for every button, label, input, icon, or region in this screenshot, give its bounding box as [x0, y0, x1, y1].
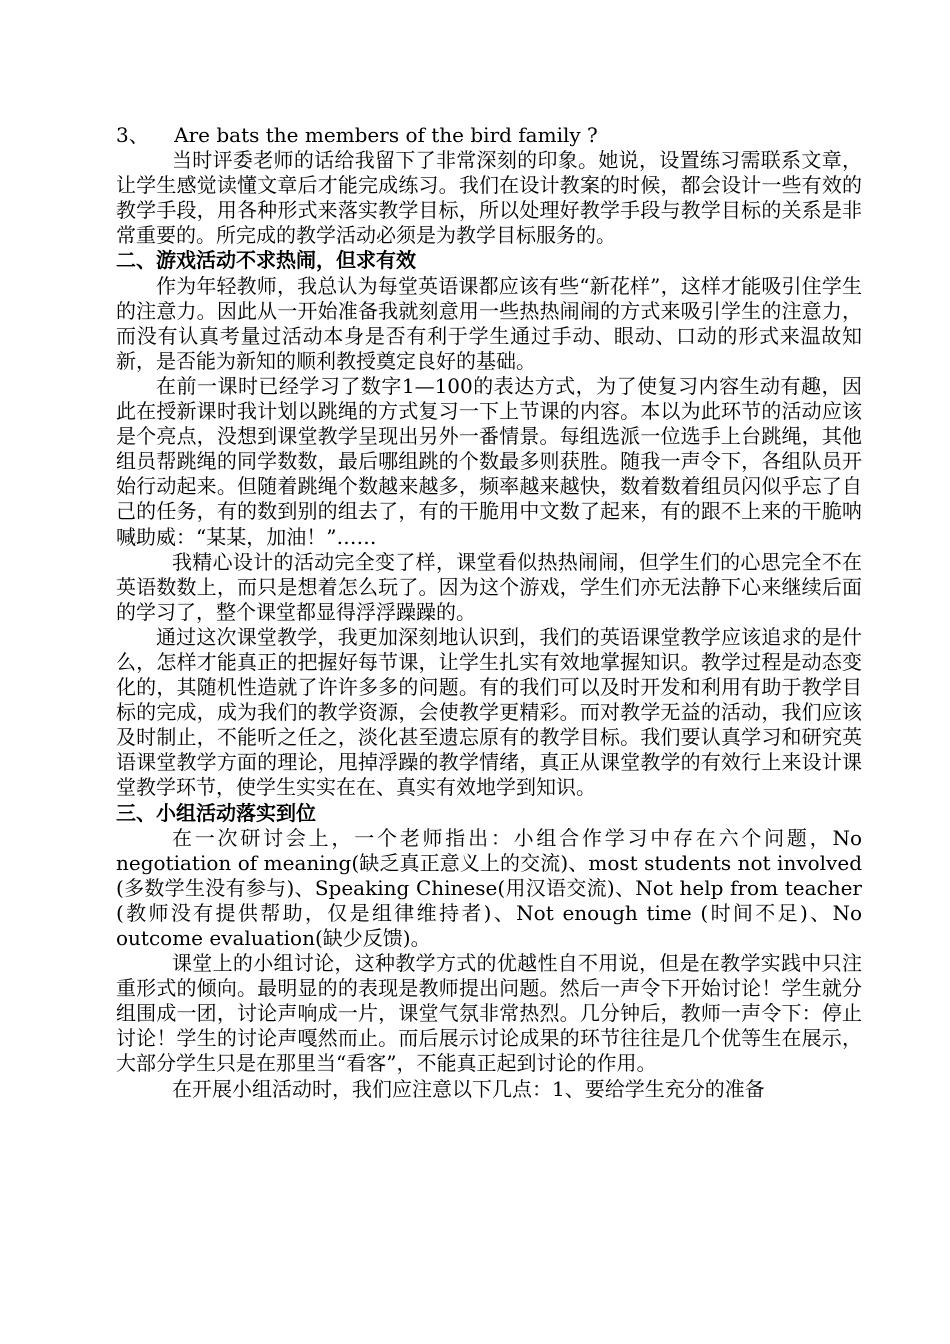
group-paragraph-3: 在开展小组活动时，我们应注意以下几点：1、要给学生充分的准备 [172, 1076, 765, 1101]
games-paragraph-2: 在前一课时已经学习了数字1—100的表达方式，为了使复习内容生动有趣，因此在授新课时我计划以跳绳的方式复习一下上节课的内容。本以为此环节的活动应该是个亮点，没想到课堂教学呈现出另外一番情景。每组选派一位选手上台跳绳，其他组员帮跳绳的同学数数，最后哪组跳的个数最多则获胜。随我一声令下，各组队员开始行动起来。但随着跳绳个数越来越多，频率越来越快，数着数着组员闪似乎忘了自己的任务，有的数到别的组去了，有的干脆用中文数了起来，有的跟不上来的干脆呐喊助威：“某某，加油！”…… [116, 373, 862, 549]
games-paragraph-3: 我精心设计的活动完全变了样，课堂看似热热闹闹，但学生们的心思完全不在英语数数上，而只是想着怎么玩了。因为这个游戏，学生们亦无法静下心来继续后面的学习了，整个课堂都显得浮浮躁躁的。 [116, 549, 862, 624]
question-line [116, 123, 862, 148]
games-paragraph-1: 作为年轻教师，我总认为每堂英语课都应该有些“新花样”，这样才能吸引住学生的注意力。因此从一开始准备我就刻意用一些热热闹闹的方式来吸引学生的注意力，而没有认真考量过活动本身是否有利于学生通过手动、眼动、口动的形式来温故知新，是否能为新知的顺利教授奠定良好的基础。 [116, 273, 862, 373]
group-paragraph-1: 在一次研讨会上，一个老师指出：小组合作学习中存在六个问题，No negotiation of meaning(缺乏真正意义上的交流)、most students not involved (多数学生没有参与)、Speaking Chinese(用汉语交流)、Not help from teacher (教师没有提供帮助，仅是组律维持者)、Not enough time (时间不足)、No outcome evaluation(缺少反馈)。 [116, 825, 862, 950]
question-number: 3、 [116, 123, 149, 147]
section-heading-games: 二、游戏活动不求热闹，但求有效 [116, 248, 416, 273]
games-paragraph-4: 通过这次课堂教学，我更加深刻地认识到，我们的英语课堂教学应该追求的是什么，怎样才能真正的把握好每节课，让学生扎实有效地掌握知识。教学过程是动态变化的，其随机性造就了许许多多的问题。有的我们可以及时开发和利用有助于教学目标的完成，成为我们的教学资源，会使教学更精彩。而对教学无益的活动，我们应该及时制止，不能听之任之，淡化甚至遗忘原有的教学目标。我们要认真学习和研究英语课堂教学方面的理论，甩掉浮躁的教学情绪，真正从课堂教学的有效行上来设计课堂教学环节，使学生实实在在、真实有效地学到知识。 [116, 624, 862, 800]
section-heading-group: 三、小组活动落实到位 [116, 800, 316, 825]
document-page [116, 123, 862, 1102]
group-paragraph-2: 课堂上的小组讨论，这种教学方式的优越性自不用说，但是在教学实践中只注重形式的倾向。最明显的的表现是教师提出问题。然后一声令下开始讨论！学生就分组围成一团，讨论声响成一片，课堂气氛非常热烈。几分钟后，教师一声令下：停止讨论！学生的讨论声嘎然而止。而后展示讨论成果的环节往往是几个优等生在展示，大部分学生只是在那里当“看客”，不能真正起到讨论的作用。 [116, 951, 862, 1076]
question-text: Are bats the members of the bird family ? [174, 123, 598, 147]
intro-paragraph: 当时评委老师的话给我留下了非常深刻的印象。她说，设置练习需联系文章，让学生感觉读懂文章后才能完成练习。我们在设计教案的时候，都会设计一些有效的教学手段，用各种形式来落实教学目标，所以处理好教学手段与教学目标的关系是非常重要的。所完成的教学活动必须是为教学目标服务的。 [116, 148, 862, 248]
